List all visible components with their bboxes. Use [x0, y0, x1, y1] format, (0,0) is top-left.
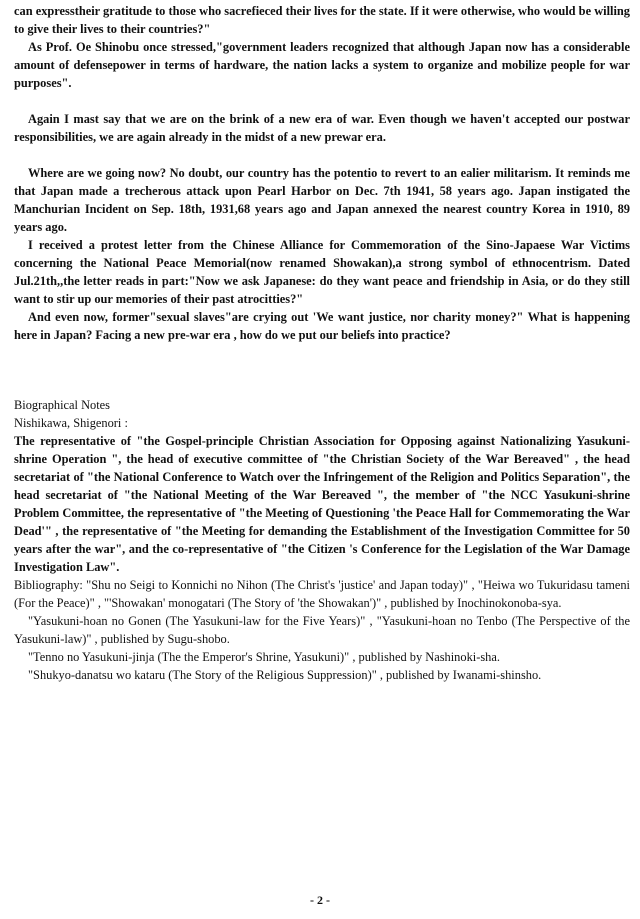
spacer	[14, 344, 630, 396]
paragraph-oe-shinobu: As Prof. Oe Shinobu once stressed,"government leaders recognized that although Japan now has a considerable amount of defensepower in terms of hardware, the nation lacks a system to organize and mobilize people for war purposes".	[14, 40, 630, 90]
paragraph-protest-letter: I received a protest letter from the Chinese Alliance for Commemoration of the Sino-Japaese War Victims concerning the National Peace Memorial(now renamed Showakan),a strong symbol of ethnocentrism. Dated Jul.21th,,the letter reads in part:"Now we ask Japanese: do they want peace and friendship in Asia, or do they still want to stir up our memories of their past atrocitties?"	[14, 238, 630, 306]
bio-heading: Biographical Notes	[14, 398, 111, 412]
bio-book-shukyo: "Shukyo-danatsu wo kataru (The Story of the Religious Suppression)" , published by Iwanami-shinsho.	[28, 668, 542, 682]
bio-book-tenno: "Tenno no Yasukuni-jinja (The the Emperor's Shrine, Yasukuni)" , published by Nashinoki-sha.	[28, 650, 500, 664]
bio-book-yasukuni-hoan: "Yasukuni-hoan no Gonen (The Yasukuni-law for the Five Years)" , "Yasukuni-hoan no Tenbo (The Perspective of the Yasukuni-law)" , published by Sugu-shobo.	[14, 614, 630, 646]
spacer	[14, 146, 630, 164]
paragraph-gratitude: can expresstheir gratitude to those who sacrefieced their lives for the state. If it were otherwise, who would be willing to give their lives to their countries?"	[14, 4, 630, 36]
paragraph-sexual-slaves: And even now, former"sexual slaves"are crying out 'We want justice, nor charity money?" What is happening here in Japan? Facing a new pre-war era , how do we put our beliefs into practice?	[14, 310, 630, 342]
bio-author-name: Nishikawa, Shigenori :	[14, 416, 128, 430]
page-number: - 2 -	[310, 893, 330, 907]
paragraph-militarism: Where are we going now? No doubt, our country has the potentio to revert to an ealier militarism. It reminds me that Japan made a trecherous attack upon Pearl Harbor on Dec. 7th 1941, 58 years ago. Japan instigated the Manchurian Incident on Sep. 18th, 1931,68 years ago and Japan annexed the nearest country Korea in 1910, 89 years ago.	[14, 166, 630, 234]
bio-description: The representative of "the Gospel-principle Christian Association for Opposing against Nationalizing Yasukuni-shrine Operation ", the head of executive committee of "the Christian Society of the War Bereaved" , the head secretariat of "the National Conference to Watch over the Infringement of the Religion and Politics Separation", the head secretariat of "the National Meeting of the War Bereaved ", the member of "the NCC Yasukuni-shrine Problem Committee, the representative of "the Meeting of Questioning 'the Peace Hall for Commemorating the War Dead'" , the representative of "the Meeting for demanding the Establishment of the Investigation Committee for 50 years after the war", and the co-representative of "the Citizen 's Conference for the Legislation of the War Damage Investigation Law".	[14, 434, 630, 574]
paragraph-new-era: Again I mast say that we are on the brink of a new era of war. Even though we haven't accepted our postwar responsibilities, we are again already in the midst of a new prewar era.	[14, 112, 630, 144]
bio-bibliography: Bibliography: "Shu no Seigi to Konnichi no Nihon (The Christ's 'justice' and Japan today)" , "Heiwa wo Tukuridasu tameni (For the Peace)" , "'Showakan' monogatari (The Story of 'the Showakan')" , published by Inochinokonoba-sya.	[14, 578, 630, 610]
biographical-notes	[14, 396, 630, 684]
spacer	[14, 92, 630, 110]
